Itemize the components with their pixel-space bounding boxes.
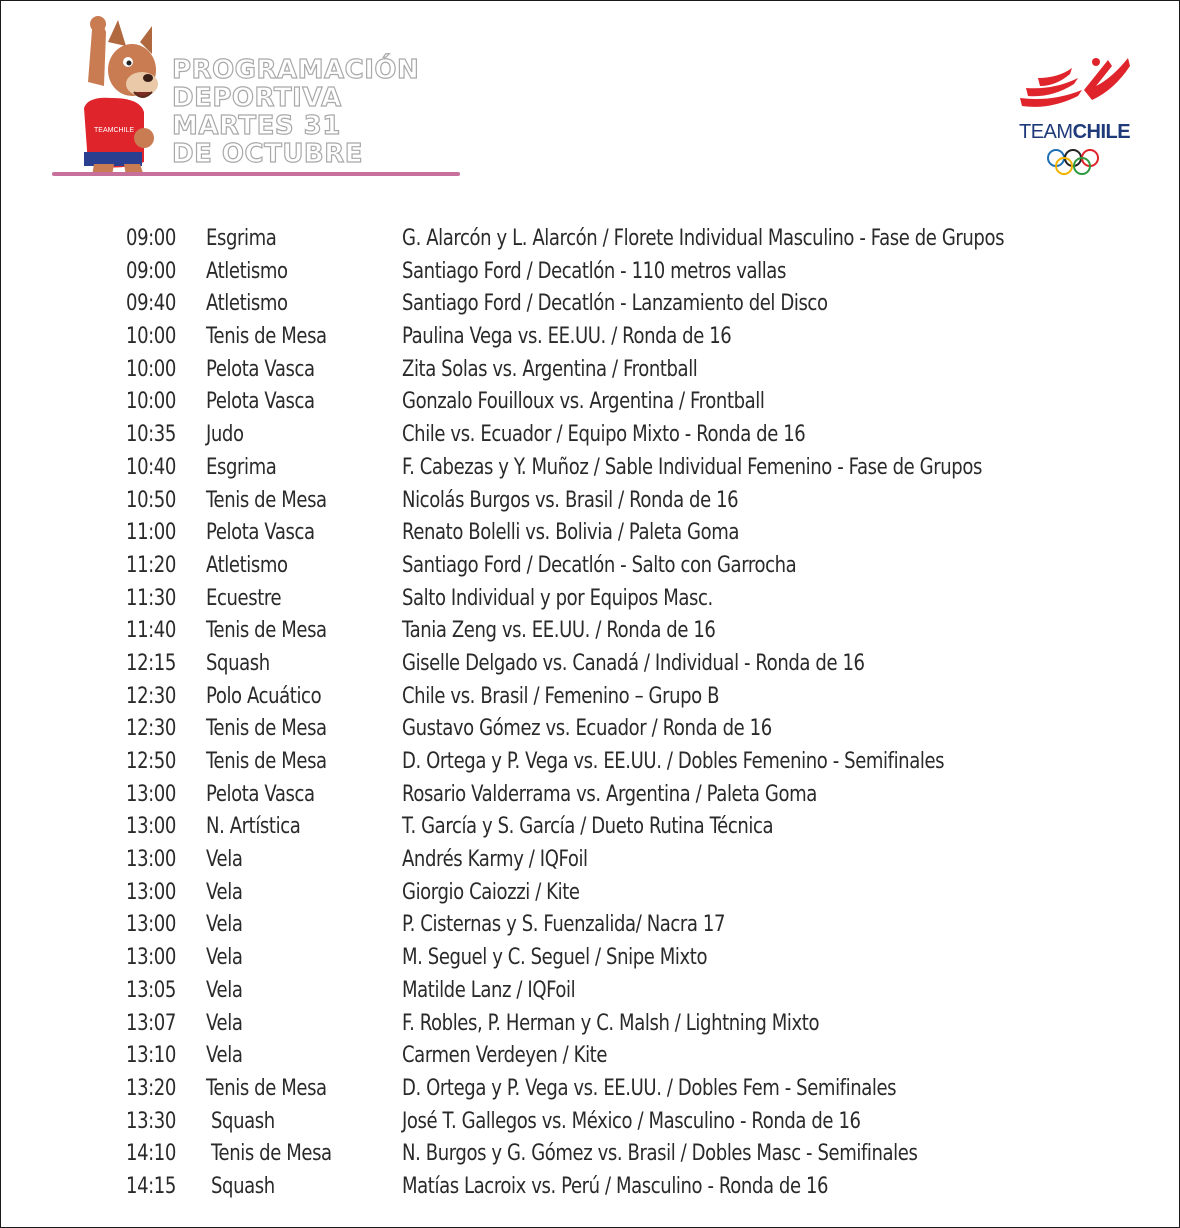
- schedule-row: [126, 486, 1086, 519]
- schedule-sport: Vela: [206, 945, 243, 971]
- title-line-1: PROGRAMACIÓN: [172, 55, 420, 85]
- schedule-event: Giorgio Caiozzi / Kite: [402, 879, 580, 905]
- schedule-event: José T. Gallegos vs. México / Masculino - Ronda de 16: [402, 1108, 861, 1134]
- schedule-event: N. Burgos y G. Gómez vs. Brasil / Dobles Masc - Semifinales: [402, 1141, 918, 1167]
- schedule-time: 13:20: [126, 1075, 176, 1101]
- schedule-sport: Tenis de Mesa: [206, 487, 327, 513]
- schedule-time: 14:15: [126, 1173, 176, 1199]
- schedule-event: P. Cisternas y S. Fuenzalida/ Nacra 17: [402, 912, 726, 938]
- schedule-time: 10:50: [126, 487, 176, 513]
- schedule-time: 13:00: [126, 781, 176, 807]
- schedule-event: Nicolás Burgos vs. Brasil / Ronda de 16: [402, 487, 739, 513]
- schedule-time: 10:00: [126, 389, 176, 415]
- schedule-event: Santiago Ford / Decatlón - Salto con Garrocha: [402, 552, 797, 578]
- schedule-row: [126, 257, 1086, 290]
- schedule-time: 12:30: [126, 683, 176, 709]
- schedule-event: Carmen Verdeyen / Kite: [402, 1043, 608, 1069]
- schedule-sport: Esgrima: [206, 226, 277, 251]
- schedule-sport: Atletismo: [206, 552, 288, 578]
- schedule-row: [126, 420, 1086, 453]
- schedule-time: 11:40: [126, 618, 176, 644]
- title-line-2: DEPORTIVA: [172, 83, 342, 113]
- schedule-row: [126, 812, 1086, 845]
- page-title: [172, 56, 552, 168]
- schedule-sport: Vela: [206, 847, 243, 873]
- schedule-event: Andrés Karmy / IQFoil: [402, 847, 588, 873]
- schedule-row: [126, 616, 1086, 649]
- schedule-time: 13:05: [126, 977, 176, 1003]
- title-line-4: DE OCTUBRE: [172, 139, 364, 169]
- schedule-row: [126, 845, 1086, 878]
- schedule-event: Zita Solas vs. Argentina / Frontball: [402, 356, 698, 382]
- schedule-event: D. Ortega y P. Vega vs. EE.UU. / Dobles Fem - Semifinales: [402, 1075, 897, 1101]
- wordmark-team: TEAM: [1019, 121, 1073, 143]
- schedule-event: T. García y S. García / Dueto Rutina Técnica: [402, 814, 774, 840]
- schedule-sport: Atletismo: [206, 258, 288, 284]
- schedule-time: 13:30: [126, 1108, 176, 1134]
- schedule-time: 11:00: [126, 520, 176, 546]
- schedule-row: [126, 1139, 1086, 1172]
- schedule-time: 13:00: [126, 879, 176, 905]
- schedule-row: [126, 584, 1086, 617]
- schedule-event: Giselle Delgado vs. Canadá / Individual - Ronda de 16: [402, 650, 865, 676]
- schedule-row: [126, 878, 1086, 911]
- schedule-sport: Squash: [206, 650, 270, 676]
- schedule-event: D. Ortega y P. Vega vs. EE.UU. / Dobles Femenino - Semifinales: [402, 749, 945, 774]
- schedule-sport: Vela: [206, 912, 243, 938]
- schedule-time: 09:00: [126, 226, 176, 251]
- team-chile-wordmark: [1019, 121, 1131, 144]
- schedule-sport: Squash: [211, 1108, 275, 1134]
- schedule-event: Matías Lacroix vs. Perú / Masculino - Ronda de 16: [402, 1173, 829, 1199]
- schedule-sport: Tenis de Mesa: [206, 618, 327, 644]
- schedule-sport: Judo: [206, 422, 244, 448]
- schedule-time: 09:40: [126, 291, 176, 317]
- schedule-row: [126, 453, 1086, 486]
- schedule-time: 13:07: [126, 1010, 176, 1036]
- schedule-time: 13:10: [126, 1043, 176, 1069]
- schedule-sport: Tenis de Mesa: [206, 324, 327, 350]
- schedule-time: 11:20: [126, 552, 176, 578]
- mascot-shirt-text: TEAMCHILE: [94, 127, 135, 134]
- schedule-row: [126, 322, 1086, 355]
- schedule-sport: Polo Acuático: [206, 683, 322, 709]
- schedule-row: [126, 714, 1086, 747]
- schedule-event: G. Alarcón y L. Alarcón / Florete Individual Masculino - Fase de Grupos: [402, 226, 1005, 251]
- schedule-list: [126, 224, 1086, 1205]
- olympic-rings-icon: [1048, 150, 1098, 174]
- mascot-illustration: [48, 12, 163, 177]
- title-underline: [52, 172, 460, 176]
- schedule-sport: Vela: [206, 977, 243, 1003]
- schedule-time: 12:30: [126, 716, 176, 742]
- schedule-event: Rosario Valderrama vs. Argentina / Paleta Goma: [402, 781, 817, 807]
- schedule-row: [126, 1074, 1086, 1107]
- schedule-row: [126, 943, 1086, 976]
- schedule-row: [126, 976, 1086, 1009]
- schedule-row: [126, 518, 1086, 551]
- schedule-event: Gonzalo Fouilloux vs. Argentina / Frontball: [402, 389, 765, 415]
- schedule-sport: Vela: [206, 1043, 243, 1069]
- schedule-event: Paulina Vega vs. EE.UU. / Ronda de 16: [402, 324, 732, 350]
- schedule-event: Tania Zeng vs. EE.UU. / Ronda de 16: [402, 618, 716, 644]
- wordmark-chile: CHILE: [1072, 121, 1131, 143]
- schedule-sport: Vela: [206, 879, 243, 905]
- schedule-sport: Ecuestre: [206, 585, 282, 611]
- schedule-time: 10:35: [126, 422, 176, 448]
- schedule-sport: Tenis de Mesa: [211, 1141, 332, 1167]
- schedule-row: [126, 289, 1086, 322]
- schedule-time: 13:00: [126, 945, 176, 971]
- schedule-time: 14:10: [126, 1141, 176, 1167]
- schedule-row: [126, 224, 1086, 257]
- schedule-event: Salto Individual y por Equipos Masc.: [402, 585, 713, 611]
- schedule-sport: Vela: [206, 1010, 243, 1036]
- team-chile-logo: [1012, 56, 1134, 182]
- schedule-time: 10:00: [126, 324, 176, 350]
- schedule-event: F. Robles, P. Herman y C. Malsh / Lightning Mixto: [402, 1010, 820, 1036]
- schedule-row: [126, 1172, 1086, 1205]
- schedule-event: Santiago Ford / Decatlón - 110 metros vallas: [402, 258, 786, 284]
- schedule-sport: Pelota Vasca: [206, 356, 315, 382]
- schedule-sport: N. Artística: [206, 814, 301, 840]
- schedule-row: [126, 1107, 1086, 1140]
- schedule-time: 13:00: [126, 814, 176, 840]
- schedule-row: [126, 649, 1086, 682]
- schedule-row: [126, 1041, 1086, 1074]
- schedule-sport: Pelota Vasca: [206, 389, 315, 415]
- title-line-3: MARTES 31: [172, 111, 341, 141]
- schedule-time: 09:00: [126, 258, 176, 284]
- schedule-sport: Pelota Vasca: [206, 781, 315, 807]
- schedule-event: F. Cabezas y Y. Muñoz / Sable Individual Femenino - Fase de Grupos: [402, 454, 982, 480]
- schedule-event: Santiago Ford / Decatlón - Lanzamiento del Disco: [402, 291, 828, 317]
- schedule-event: Matilde Lanz / IQFoil: [402, 977, 576, 1003]
- schedule-row: [126, 355, 1086, 388]
- schedule-time: 12:50: [126, 749, 176, 774]
- schedule-time: 12:15: [126, 650, 176, 676]
- schedule-event: Chile vs. Brasil / Femenino – Grupo B: [402, 683, 720, 709]
- schedule-sport: Tenis de Mesa: [206, 1075, 327, 1101]
- schedule-sport: Tenis de Mesa: [206, 716, 327, 742]
- schedule-row: [126, 387, 1086, 420]
- schedule-sport: Squash: [211, 1173, 275, 1199]
- schedule-sport: Pelota Vasca: [206, 520, 315, 546]
- schedule-time: 11:30: [126, 585, 176, 611]
- schedule-sport: Esgrima: [206, 454, 277, 480]
- schedule-event: M. Seguel y C. Seguel / Snipe Mixto: [402, 945, 708, 971]
- schedule-time: 10:00: [126, 356, 176, 382]
- schedule-event: Chile vs. Ecuador / Equipo Mixto - Ronda de 16: [402, 422, 806, 448]
- schedule-row: [126, 780, 1086, 813]
- schedule-event: Renato Bolelli vs. Bolivia / Paleta Goma: [402, 520, 740, 546]
- schedule-sport: Atletismo: [206, 291, 288, 317]
- schedule-time: 10:40: [126, 454, 176, 480]
- schedule-time: 13:00: [126, 912, 176, 938]
- schedule-row: [126, 747, 1086, 780]
- schedule-sport: Tenis de Mesa: [206, 749, 327, 774]
- schedule-row: [126, 1009, 1086, 1042]
- schedule-row: [126, 682, 1086, 715]
- schedule-row: [126, 910, 1086, 943]
- schedule-row: [126, 551, 1086, 584]
- schedule-event: Gustavo Gómez vs. Ecuador / Ronda de 16: [402, 716, 772, 742]
- schedule-time: 13:00: [126, 847, 176, 873]
